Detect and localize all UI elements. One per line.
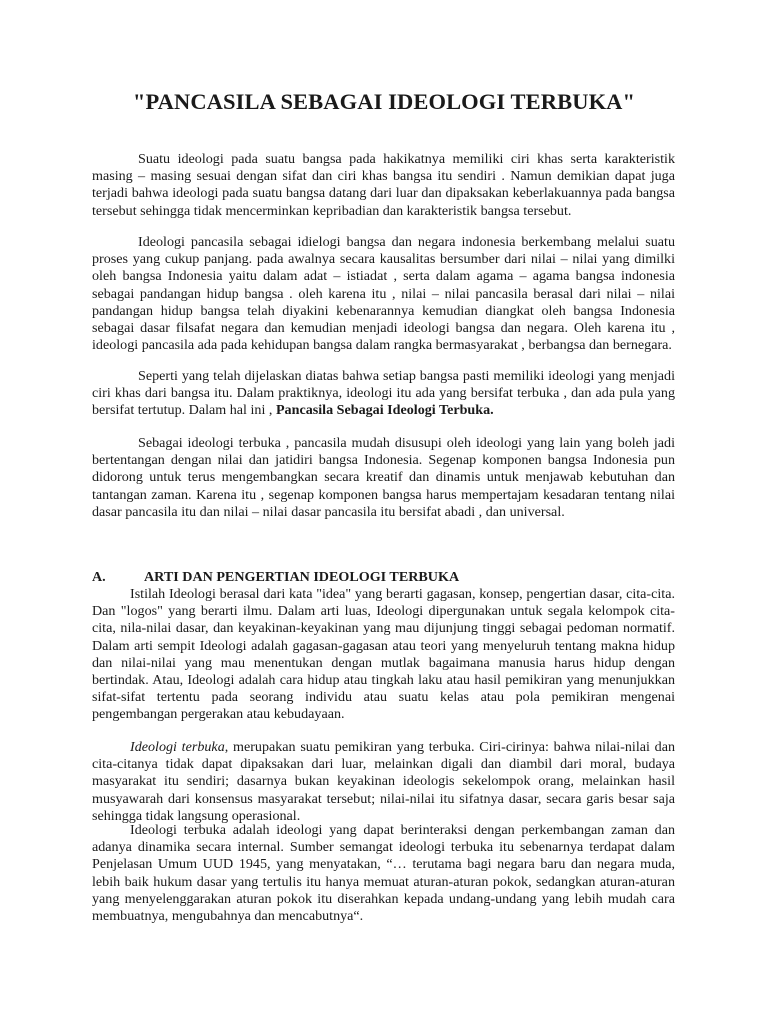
section-a-paragraph-2-italic: Ideologi terbuka xyxy=(130,739,225,755)
section-a-paragraph-2-text: , merupakan suatu pemikiran yang terbuka. Ciri-cirinya: bahwa nilai-nilai dan cita-citanya tidak dapat dipaksakan dari luar, melainkan digali dan diambil dari moral, budaya masyarakat itu sendiri; dasarnya bukan keyakinan ideologis sekelompok orang, melainkan hasil musyawarah dari konsensus masyarakat tersebut; nilai-nilai itu sifatnya dasar, secara garis besar saja sehingga tidak langsung operasional. xyxy=(92,739,675,824)
intro-paragraph-3-text: Seperti yang telah dijelaskan diatas bahwa setiap bangsa pasti memiliki ideologi yang menjadi ciri khas dari bangsa itu. Dalam praktiknya, ideologi itu ada yang bersifat terbuka , dan ada pula yang bersifat tertutup. Dalam hal ini , xyxy=(92,368,675,419)
intro-paragraph-3-bold: Pancasila Sebagai Ideologi Terbuka. xyxy=(275,402,494,419)
intro-paragraph-1: Suatu ideologi pada suatu bangsa pada hakikatnya memiliki ciri khas serta karakteristik masing – masing sesuai dengan sifat dan ciri khas bangsa itu sendiri . Namun demikian dapat juga terjadi bahwa ideologi pada suatu bangsa datang dari luar dan dipaksakan keberlakuannya pada bangsa tersebut sehingga tidak mencerminkan kepribadian dan karakteristik bangsa tersebut. xyxy=(92,151,675,219)
section-a-paragraph-3: Ideologi terbuka adalah ideologi yang dapat berinteraksi dengan perkembangan zaman dan adanya dinamika secara internal. Sumber semangat ideologi terbuka itu sebenarnya terdapat dalam Penjelasan Umum UUD 1945, yang menyatakan, “… terutama bagi negara baru dan negara muda, lebih baik hukum dasar yang tertulis itu hanya memuat aturan-aturan pokok, sedangkan aturan-aturan yang menyelenggarakan aturan pokok itu diserahkan kepada undang-undang yang lebih mudah cara membuatnya, mengubahnya dan mencabutnya“. xyxy=(92,822,675,925)
section-a-paragraph-1: Istilah Ideologi berasal dari kata "idea" yang berarti gagasan, konsep, pengertian dasar, cita-cita. Dan "logos" yang berarti ilmu. Dalam arti luas, Ideologi dipergunakan untuk segala kelompok cita-cita, nila-nilai dasar, dan keyakinan-keyakinan yang mau dijunjung tinggi sebagai pedoman normatif. Dalam arti sempit Ideologi adalah gagasan-gagasan atau teori yang menyeluruh tentang makna hidup dan nilai-nilai yang mau menentukan dengan mutlak bagaimana manusia harus hidup dengan bertindak. Atau, Ideologi adalah cara hidup atau tingkah laku atau hasil pemikiran yang menunjukkan sifat-sifat tertentu pada seorang individu atau suatu kelas atau pola pemikiran mengenai pengembangan pergerakan atau kebudayaan. xyxy=(92,586,675,723)
section-a-number: A. xyxy=(92,569,106,585)
section-a-paragraph-2 xyxy=(92,739,675,825)
document-title: "PANCASILA SEBAGAI IDEOLOGI TERBUKA" xyxy=(132,89,636,114)
section-a-heading xyxy=(92,569,675,586)
intro-paragraph-4: Sebagai ideologi terbuka , pancasila mudah disusupi oleh ideologi yang lain yang boleh jadi bertentangan dengan nilai dan jatidiri bangsa Indonesia. Segenap komponen bangsa Indonesia pun didorong untuk terus mengembangkan secara kreatif dan dinamis untuk menjawab kebutuhan dan tantangan zaman. Karena itu , segenap komponen bangsa harus mempertajam kesadaran tentang nilai dasar pancasila itu dan nilai – nilai dasar pancasila itu bersifat abadi , dan universal. xyxy=(92,435,675,520)
section-a-title: ARTI DAN PENGERTIAN IDEOLOGI TERBUKA xyxy=(144,569,460,585)
intro-paragraph-2: Ideologi pancasila sebagai idielogi bangsa dan negara indonesia berkembang melalui suatu proses yang cukup panjang. pada awalnya secara kausalitas bersumber dari nilai – nilai yang dimilki oleh bangsa Indonesia yaitu dalam adat – istiadat , serta dalam agama – agama bangsa indonesia sebagai pandangan hidup bangsa . oleh karena itu , nilai – nilai pancasila berasal dari nilai – nilai pandangan hidup bangsa telah diyakini kebenarannya kemudian diangkat oleh bangsa Indonesia sebagai dasar filsafat negara dan kemudian menjadi ideologi bangsa dan negara. Oleh karena itu , ideologi pancasila ada pada kehidupan bangsa dalam rangka bermasyarakat , berbangsa dan bernegara. xyxy=(92,234,675,354)
intro-paragraph-3 xyxy=(92,368,675,420)
